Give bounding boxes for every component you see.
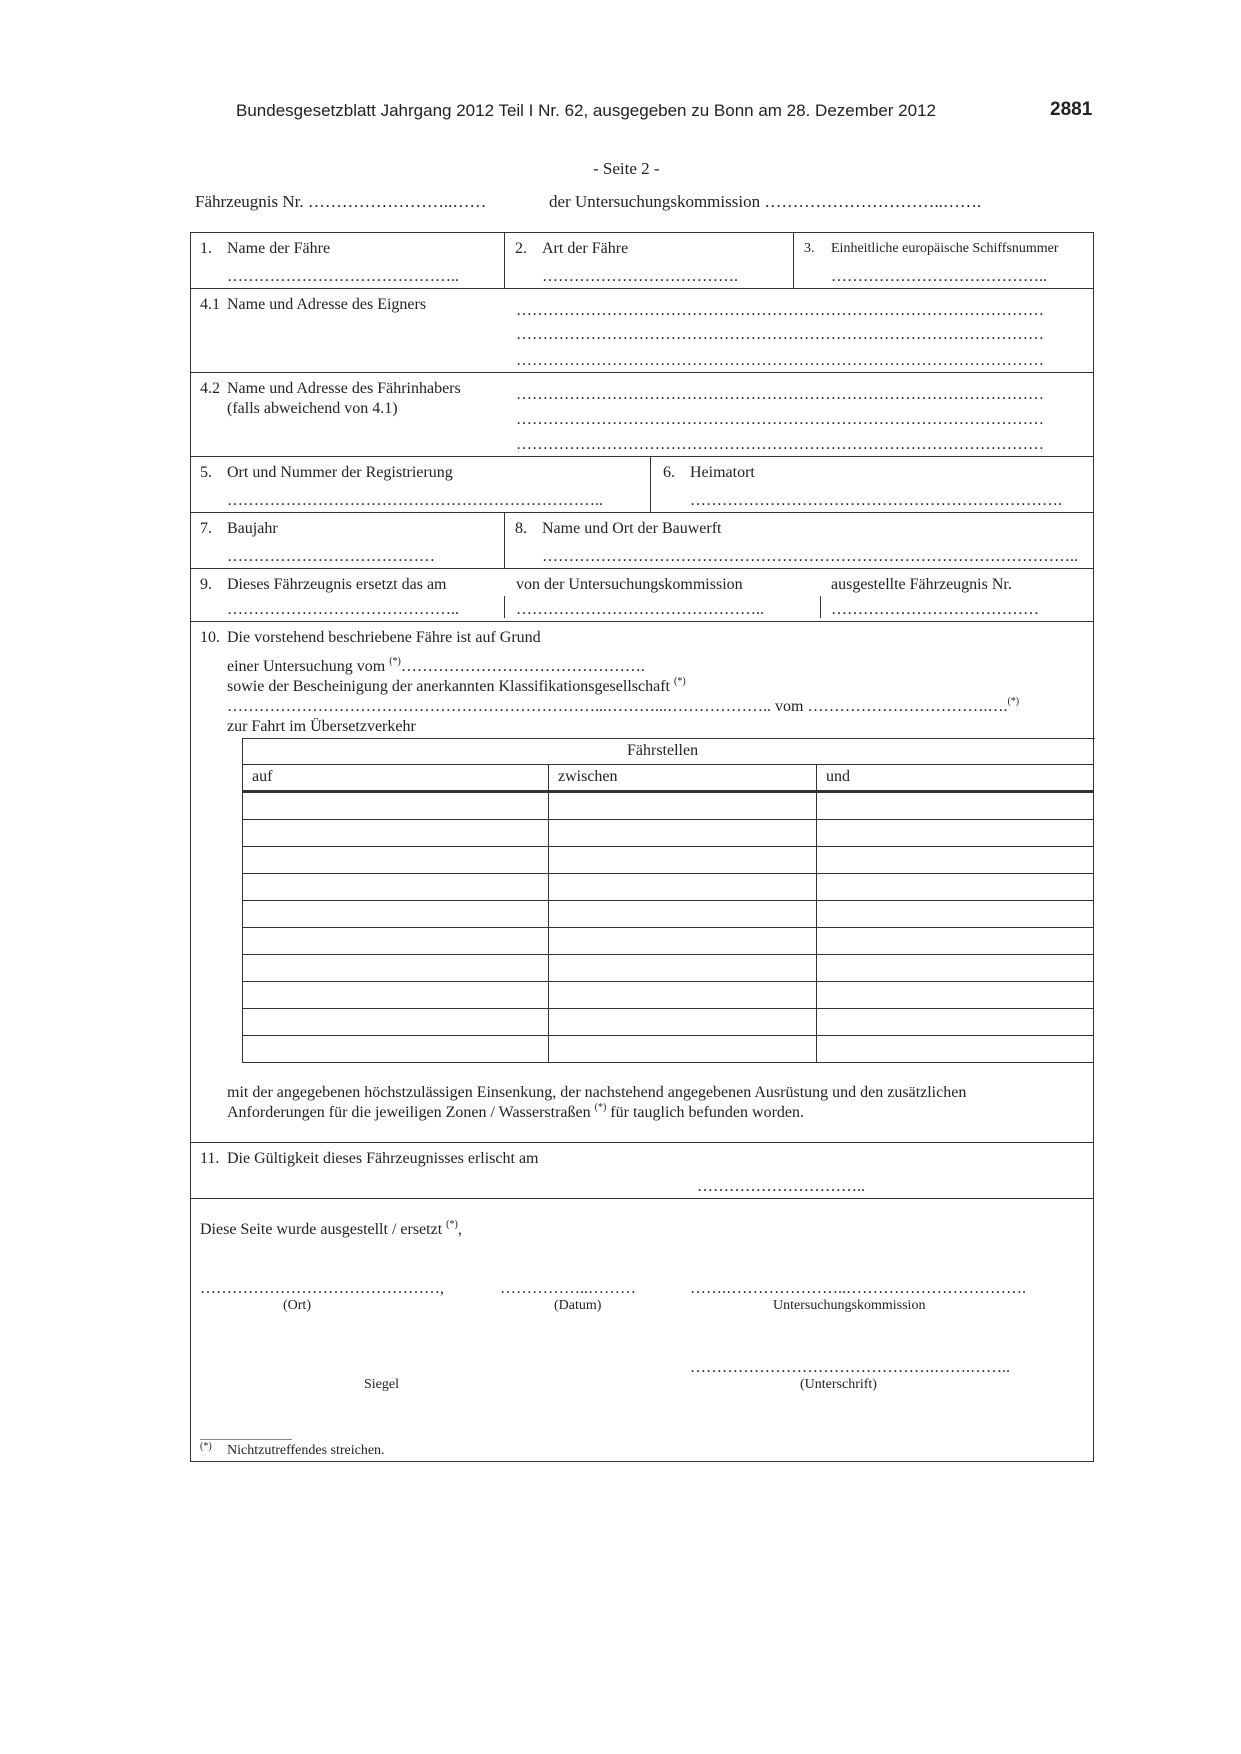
field-2-dots[interactable]: ………………………………. [542, 268, 738, 285]
inspection-text: einer Untersuchung vom [227, 658, 386, 675]
field-4-2-dots[interactable]: ……………………………………………………………………………………… [516, 386, 1044, 403]
field-3-number: 3. [804, 241, 815, 256]
table-row[interactable] [242, 1008, 1094, 1009]
field-5-number: 5. [200, 464, 212, 481]
ferry-service-text: zur Fahrt im Übersetzverkehr [227, 718, 416, 735]
footnote-text: Nichtzutreffendes streichen. [227, 1443, 385, 1458]
field-9-cert-label: ausgestellte Fährzeugnis Nr. [831, 576, 1012, 593]
separator [190, 1142, 1093, 1143]
separator [190, 1198, 1093, 1199]
page-number: 2881 [1050, 99, 1093, 120]
inspection-line [227, 658, 645, 676]
field-4-1-dots[interactable]: ……………………………………………………………………………………… [516, 302, 1044, 319]
separator [190, 621, 1093, 622]
field-7-number: 7. [200, 520, 212, 537]
column-header-auf: auf [252, 768, 273, 785]
field-9-cert-dots[interactable]: ………………………………… [831, 601, 1039, 618]
table-row[interactable] [242, 900, 1094, 901]
certificate-number-line: Fährzeugnis Nr. ……………………..…… [195, 192, 487, 211]
asterisk-mark: (*) [446, 1219, 458, 1230]
field-2-number: 2. [515, 240, 527, 257]
issued-text: Diese Seite wurde ausgestellt / ersetzt [200, 1221, 443, 1238]
asterisk-mark: (*) [673, 676, 686, 687]
table-row[interactable] [242, 846, 1094, 847]
closing-text-zones: Anforderungen für die jeweiligen Zonen / Wasserstraßen [227, 1104, 591, 1121]
field-9-date-dots[interactable]: …………………………………….. [227, 601, 459, 618]
asterisk-mark: (*) [1007, 696, 1020, 707]
field-9-commission-label: von der Untersuchungskommission [516, 576, 743, 593]
classification-society-dots[interactable]: ……………………………………………………………...………...……………….. [227, 698, 771, 715]
table-row[interactable] [242, 981, 1094, 982]
commission-dots[interactable]: …….…………………..……………………………. [690, 1280, 1026, 1297]
divider [650, 456, 651, 512]
date-label: (Datum) [554, 1298, 602, 1313]
signature-label: (Unterschrift) [800, 1377, 877, 1392]
table-row[interactable] [242, 819, 1094, 820]
field-4-2-note: (falls abweichend von 4.1) [227, 400, 398, 417]
separator [190, 372, 1093, 373]
divider [820, 596, 821, 618]
field-1-label: Name der Fähre [227, 240, 331, 257]
field-8-label: Name und Ort der Bauwerft [542, 520, 722, 537]
field-5-label: Ort und Nummer der Registrierung [227, 464, 453, 481]
divider [504, 596, 505, 618]
closing-text-line-1: mit der angegebenen höchstzulässigen Einsenkung, der nachstehend angegebenen Ausrüstung und den zusätzlichen [227, 1084, 967, 1101]
date-dots[interactable]: ……………..……… [500, 1280, 636, 1297]
field-4-2-dots[interactable]: ……………………………………………………………………………………… [516, 411, 1044, 428]
asterisk-mark: (*) [389, 656, 401, 667]
field-2-label: Art der Fähre [542, 240, 629, 257]
commission-label: Untersuchungskommission [773, 1298, 926, 1313]
issued-line [200, 1221, 462, 1239]
field-11-label: Die Gültigkeit dieses Fährzeugnisses erlischt am [227, 1150, 539, 1167]
field-4-1-dots[interactable]: ……………………………………………………………………………………… [516, 352, 1044, 369]
classification-dots-line [227, 698, 1019, 716]
field-9-label: Dieses Fährzeugnis ersetzt das am [227, 576, 447, 593]
table-row[interactable] [242, 927, 1094, 928]
field-6-label: Heimatort [690, 464, 755, 481]
field-5-dots[interactable]: …………………………………………………………….. [227, 492, 603, 509]
field-4-1-number: 4.1 [200, 296, 220, 313]
place-label: (Ort) [283, 1298, 311, 1313]
divider [793, 232, 794, 288]
separator [190, 568, 1093, 569]
field-9-commission-dots[interactable]: ……………………………………….. [516, 601, 764, 618]
classification-date-dots[interactable]: …………………………….…. [807, 698, 1008, 715]
table-row[interactable] [242, 1062, 1094, 1063]
field-1-number: 1. [200, 240, 212, 257]
asterisk-mark: (*) [594, 1102, 607, 1113]
inspection-date-dots[interactable]: ………………………………………. [400, 658, 645, 675]
column-header-und: und [826, 768, 850, 785]
field-6-dots[interactable]: ……………………………………………………………. [690, 492, 1062, 509]
field-11-dots[interactable]: ………………………….. [697, 1178, 865, 1195]
table-header-bottom-rule [242, 790, 1094, 793]
vom-label: vom [775, 698, 804, 715]
field-8-number: 8. [515, 520, 527, 537]
page-label: - Seite 2 - [593, 159, 660, 178]
table-header-rule [242, 764, 1094, 765]
table-row[interactable] [242, 1035, 1094, 1036]
classification-text: sowie der Bescheinigung der anerkannten Klassifikationsgesellschaft [227, 678, 670, 695]
closing-text-line-2 [227, 1104, 804, 1122]
table-row[interactable] [242, 873, 1094, 874]
separator [190, 512, 1093, 513]
field-9-number: 9. [200, 576, 212, 593]
divider [504, 232, 505, 288]
column-header-zwischen: zwischen [558, 768, 618, 785]
commission-line: der Untersuchungskommission …………………………..……. [549, 192, 982, 211]
separator [190, 456, 1093, 457]
table-row[interactable] [242, 954, 1094, 955]
field-3-dots[interactable]: ………………………………….. [831, 268, 1047, 285]
divider [504, 512, 505, 568]
field-4-2-number: 4.2 [200, 380, 220, 397]
field-7-label: Baujahr [227, 520, 278, 537]
field-6-number: 6. [663, 464, 675, 481]
field-3-label: Einheitliche europäische Schiffsnummer [831, 241, 1059, 256]
field-4-2-label: Name und Adresse des Fährinhabers [227, 380, 461, 397]
field-1-dots[interactable]: …………………………………….. [227, 268, 459, 285]
signature-dots[interactable]: ……………………………………….…….…….. [690, 1359, 1010, 1376]
issued-comma: , [457, 1221, 462, 1238]
field-10-number: 10. [200, 629, 220, 646]
footnote-mark: (*) [200, 1441, 212, 1452]
table-column-divider [548, 764, 549, 1062]
place-dots[interactable]: ………………………………………, [200, 1280, 444, 1297]
field-7-dots[interactable]: ………………………………… [227, 548, 435, 565]
separator [190, 288, 1093, 289]
field-4-1-label: Name und Adresse des Eigners [227, 296, 427, 313]
footnote-rule [200, 1439, 292, 1440]
field-4-2-dots[interactable]: ……………………………………………………………………………………… [516, 436, 1044, 453]
field-11-number: 11. [200, 1150, 220, 1167]
field-8-dots[interactable]: ……………………………………………………………………………………….. [542, 548, 1078, 565]
running-title: Bundesgesetzblatt Jahrgang 2012 Teil I Nr. 62, ausgegeben zu Bonn am 28. Dezember 2012 [236, 101, 936, 120]
field-4-1-dots[interactable]: ……………………………………………………………………………………… [516, 326, 1044, 343]
classification-line [227, 678, 686, 696]
ferry-points-title: Fährstellen [627, 742, 699, 759]
seal-label: Siegel [364, 1377, 399, 1392]
field-10-label: Die vorstehend beschriebene Fähre ist auf Grund [227, 629, 541, 646]
closing-text-end: für tauglich befunden worden. [610, 1104, 805, 1121]
table-column-divider [816, 764, 817, 1062]
